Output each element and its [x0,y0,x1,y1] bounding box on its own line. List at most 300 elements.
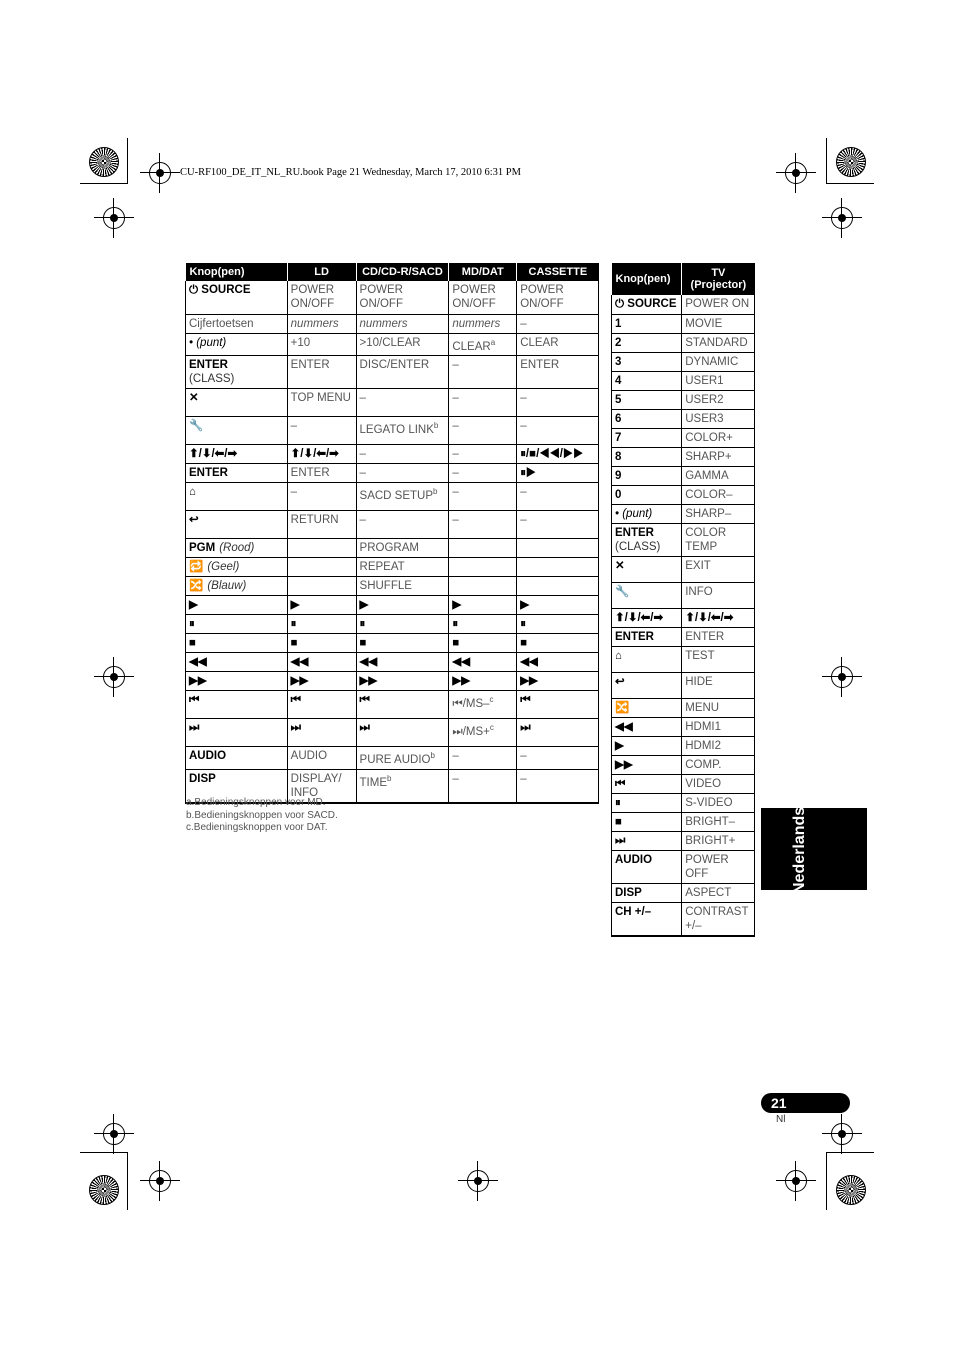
cell-text: – [290,420,298,433]
cell-text: ENTER [520,359,560,372]
cell-text: ENTER [290,467,330,480]
registration-mark [831,1123,853,1145]
cell-text: ⏸/■/◀◀/▶▶ [520,448,584,461]
button-key: 🔁 [189,561,204,574]
table-cell [287,464,356,483]
cell-text: nummers [359,317,408,330]
cell-text: – [359,467,366,480]
table-row [186,281,599,314]
button-key: 🔧 [189,420,204,433]
cell-text: ◀◀ [359,656,378,669]
footnote: b.Bedieningsknoppen voor SACD. [186,809,338,821]
table-cell [682,736,755,755]
button-key: • (punt) [615,507,653,520]
table-cell [682,466,755,485]
cell-text: ⬆/⬇/⬅/➡ [685,611,734,624]
table-cell [356,539,449,558]
table-cell [682,850,755,883]
language-label: Nederlands [791,806,808,894]
table-cell [449,653,517,672]
col-header-knop: Knop(pen) [186,263,288,281]
cell-text: USER1 [685,374,724,387]
table-row [612,352,755,371]
cell-text: – [452,750,459,763]
cell-text: ⏭ [290,722,302,735]
registration-mark [103,666,125,688]
table-cell [287,653,356,672]
table-row [612,466,755,485]
cell-text: ▶▶ [452,675,471,688]
table-cell [356,634,449,653]
table-cell [517,770,599,804]
button-key-note: (CLASS) [189,373,235,386]
page-number-badge [761,1093,850,1113]
table-row [612,793,755,812]
button-key: DISP [615,886,642,899]
cell-text: S-VIDEO [685,796,733,809]
cell-text: POWER ON/OFF [359,284,403,310]
table-cell [517,596,599,615]
table-row [612,831,755,850]
table-cell [356,577,449,596]
table-row [186,464,599,483]
cell-text: ⏭ [520,722,531,735]
table-cell [517,333,599,356]
footnote-ref: b [433,421,439,431]
cell-text: HDMI1 [685,720,722,733]
button-key: ▶ [615,739,624,752]
table-cell [449,770,517,804]
table-cell [287,445,356,464]
table-cell [356,281,449,314]
right-button-table [611,263,755,937]
cell-text: ⏸ [359,618,366,631]
table-cell [517,691,599,719]
table-cell [517,281,599,314]
button-key: 6 [615,412,622,425]
table-cell [449,356,517,389]
table-cell [356,653,449,672]
table-cell [287,634,356,653]
table-cell [682,831,755,850]
table-row [612,672,755,698]
registration-mark [149,162,171,184]
cell-text: ⏮ [359,694,370,707]
table-cell [356,333,449,356]
registration-mark [103,207,125,229]
button-key: 🔧 [615,585,630,598]
cell-text: ⏭/MS+ [452,726,490,739]
table-row [612,774,755,793]
table-cell [356,747,449,770]
table-cell [682,428,755,447]
table-cell [517,511,599,539]
table-row [612,883,755,902]
table-row [612,850,755,883]
table-cell [356,596,449,615]
table-cell [682,447,755,466]
table-cell [356,356,449,389]
table-cell [449,558,517,577]
button-key-note: (Rood) [219,542,255,555]
button-key: ◀◀ [189,656,207,669]
table-row [612,627,755,646]
table-cell [682,812,755,831]
book-header: CU-RF100_DE_IT_NL_RU.book Page 21 Wednesday, March 17, 2010 6:31 PM [180,167,521,178]
cell-text: BRIGHT+ [685,834,736,847]
table-cell [449,691,517,719]
table-cell [517,747,599,770]
cell-text: – [520,392,527,405]
footnote-ref: c [489,695,494,705]
button-key: ⏻ SOURCE [615,298,677,310]
registration-mark [785,162,807,184]
table-cell [356,511,449,539]
cell-text: AUDIO [290,750,328,763]
table-row [186,314,599,333]
table-row [186,483,599,511]
button-key: ▶ [189,599,198,612]
table-cell [682,504,755,523]
table-cell [517,417,599,445]
button-key: 3 [615,355,622,368]
table-cell [356,615,449,634]
table-cell [449,747,517,770]
cell-text: ⏸ [452,618,459,631]
table-row [612,428,755,447]
table-cell [287,483,356,511]
cell-text: ■ [290,637,298,650]
footnote: a.Bedieningsknoppen voor MD. [186,797,326,808]
table-cell [682,774,755,793]
cell-text: PURE AUDIO [359,754,431,767]
footnotes [186,797,338,835]
table-cell [287,596,356,615]
button-key: 4 [615,374,622,387]
footnote-ref: b [433,487,438,497]
cell-text: STANDARD [685,336,748,349]
table-row [612,371,755,390]
table-cell [449,417,517,445]
table-row [612,447,755,466]
table-cell [449,445,517,464]
button-key: DISP [189,773,216,786]
cell-text: – [520,773,527,786]
cell-text: – [359,392,366,405]
button-key: ⬆/⬇/⬅/➡ [615,611,664,624]
page-number: 21 [771,1095,787,1111]
table-row [186,389,599,417]
table-cell [517,445,599,464]
button-key-note: (CLASS) [615,540,661,553]
cell-text: – [290,486,298,499]
cell-text: – [520,420,527,433]
table-row [612,582,755,608]
button-key: ◀◀ [615,720,633,733]
table-cell [517,615,599,634]
table-row [186,672,599,691]
table-cell [682,333,755,352]
table-row [612,485,755,504]
cell-text: ASPECT [685,886,732,899]
col-header-cd: CD/CD-R/SACD [356,263,449,281]
table-cell [517,634,599,653]
table-row [186,747,599,770]
button-key: ENTER [189,359,228,372]
table-cell [449,577,517,596]
table-cell [449,719,517,747]
cell-text: ◀◀ [290,656,309,669]
table-row [186,691,599,719]
button-key: 9 [615,469,622,482]
registration-mark [831,666,853,688]
cell-text: – [359,514,366,527]
table-cell [682,672,755,698]
table-row [186,511,599,539]
table-cell [287,691,356,719]
cell-text: GAMMA [685,469,729,482]
cell-text: CONTRAST +/– [685,905,749,932]
footnote-ref: c [489,723,494,733]
registration-mark [785,1170,807,1192]
cell-text: CLEAR [520,336,559,349]
cell-text: +10 [290,336,311,349]
table-row [612,295,755,314]
button-key: Cijfertoetsen [189,317,254,330]
table-cell [682,295,755,314]
button-key: ⌂ [615,649,622,662]
table-row [186,333,599,356]
col-header-ld: LD [287,263,356,281]
cell-text: ▶ [452,599,462,612]
button-key: ↩ [615,675,625,688]
table-cell [356,464,449,483]
table-row [186,539,599,558]
table-row [186,356,599,389]
table-cell [449,511,517,539]
cell-text: ◀◀ [520,656,538,669]
cell-text: – [452,448,459,461]
button-key: ⏭ [615,834,626,847]
table-cell [449,464,517,483]
cell-text: PROGRAM [359,542,419,555]
table-row [612,409,755,428]
button-key: AUDIO [615,853,653,866]
cell-text: SHARP+ [685,450,732,463]
table-cell [682,352,755,371]
footnote: c.Bedieningsknoppen voor DAT. [186,822,328,833]
table-cell [682,608,755,627]
cell-text: ▶ [520,599,530,612]
footnote-ref: b [387,774,392,784]
table-row [612,902,755,936]
table-row [186,615,599,634]
table-cell [356,691,449,719]
button-key: 7 [615,431,622,444]
table-row [186,417,599,445]
cell-text: SACD SETUP [359,490,434,503]
cell-text: TEST [685,649,715,662]
cell-text: ■ [452,637,460,650]
button-key: 0 [615,488,622,501]
table-cell [287,615,356,634]
table-cell [287,719,356,747]
table-cell [682,371,755,390]
cell-text: ⏸ [290,618,297,631]
table-cell [682,582,755,608]
table-cell [682,485,755,504]
table-row [612,390,755,409]
registration-mark [103,1123,125,1145]
table-cell [449,281,517,314]
button-key-note: (Geel) [207,561,240,574]
cell-text: ENTER [685,630,725,643]
cell-text: MOVIE [685,317,723,330]
cell-text: ⏸▶ [520,467,537,480]
button-key: ▶▶ [189,675,207,688]
table-cell [517,483,599,511]
cell-text: nummers [290,317,339,330]
cell-text: POWER ON/OFF [452,284,496,310]
table-cell [682,902,755,936]
button-key: ⏸ [615,796,621,809]
table-cell [287,539,356,558]
cell-text: ▶▶ [520,675,538,688]
button-key: ⏸ [189,618,195,631]
table-row [612,755,755,774]
table-cell [287,281,356,314]
cell-text: POWER ON [685,298,750,310]
col-header-cassette: CASSETTE [517,263,599,281]
table-cell [449,672,517,691]
cell-text: – [452,467,459,480]
cell-text: POWER OFF [685,853,729,880]
cell-text: – [520,750,527,763]
table-cell [682,883,755,902]
table-row [612,812,755,831]
cell-text: USER3 [685,412,724,425]
cell-text: HIDE [685,675,713,688]
table-cell [682,717,755,736]
table-cell [287,577,356,596]
table-cell [682,523,755,556]
table-cell [356,719,449,747]
button-key: ■ [189,637,196,650]
color-registration-mark [836,1175,866,1205]
table-cell [682,627,755,646]
cell-text: ENTER [290,359,330,372]
table-cell [356,770,449,804]
col-header-knop: Knop(pen) [612,263,682,295]
table-cell [682,755,755,774]
table-cell [517,719,599,747]
cell-text: – [452,420,459,433]
button-key: ENTER [615,526,654,539]
cell-text: CLEAR [452,340,491,353]
table-cell [682,793,755,812]
table-cell [517,389,599,417]
footnote-ref: b [430,751,435,761]
registration-mark [831,207,853,229]
cell-text: – [452,392,459,405]
cell-text: BRIGHT– [685,815,736,828]
cell-text: nummers [452,317,501,330]
cell-text: COMP. [685,758,722,771]
table-row [612,717,755,736]
button-key: 🔀 [189,580,204,593]
cell-text: ⏮ [290,694,302,707]
cell-text: – [452,486,459,499]
cell-text: REPEAT [359,561,405,574]
cell-text: TIME [359,776,388,789]
table-cell [449,596,517,615]
cell-text: COLOR TEMP [685,526,727,553]
table-row [186,634,599,653]
table-row [612,608,755,627]
cell-text: ■ [359,637,367,650]
table-row [186,445,599,464]
cell-text: SHARP– [685,507,732,520]
table-cell [517,653,599,672]
table-row [186,596,599,615]
table-row [186,719,599,747]
table-cell [517,464,599,483]
table-cell [287,672,356,691]
table-cell [356,672,449,691]
cell-text: DISC/ENTER [359,359,430,372]
table-cell [449,539,517,558]
cell-text: ▶ [290,599,300,612]
left-button-table [185,263,599,804]
table-cell [449,615,517,634]
button-key: ⏮ [615,777,626,790]
cell-text: DISPLAY/ INFO [290,773,342,800]
button-key: ⏻ SOURCE [189,284,251,296]
table-cell [287,333,356,356]
table-cell [449,634,517,653]
button-key: ENTER [615,630,654,643]
table-cell [287,747,356,770]
cell-text: INFO [685,585,713,598]
table-cell [287,356,356,389]
button-key: ✕ [615,559,625,572]
table-cell [449,483,517,511]
table-cell [517,577,599,596]
table-row [612,698,755,717]
table-row [612,523,755,556]
table-row [186,577,599,596]
registration-mark [467,1170,489,1192]
cell-text: VIDEO [685,777,722,790]
footnote-ref: a [490,337,496,347]
table-cell [682,698,755,717]
table-cell [287,389,356,417]
button-key: ENTER [189,467,228,480]
table-row [186,653,599,672]
cell-text: USER2 [685,393,724,406]
cell-text: >10/CLEAR [359,336,421,349]
table-row [612,646,755,672]
cell-text: ■ [520,637,528,650]
cell-text: LEGATO LINK [359,424,434,437]
table-row [612,556,755,582]
button-key: 1 [615,317,622,330]
table-cell [356,417,449,445]
table-cell [682,646,755,672]
table-cell [449,333,517,356]
button-key: ✕ [189,392,199,405]
cell-text: COLOR– [685,488,733,501]
